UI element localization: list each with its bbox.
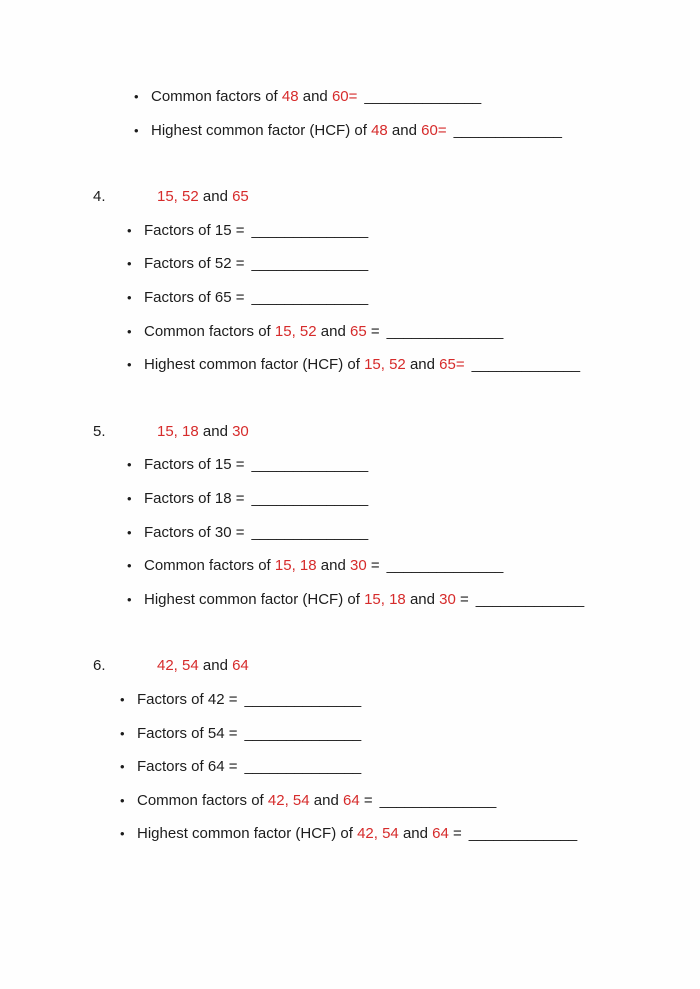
intro-bullets bbox=[134, 0, 700, 147]
section-number: 4. bbox=[93, 188, 106, 206]
heading-number: 15, 18 bbox=[157, 422, 199, 440]
bullet-icon: • bbox=[127, 222, 132, 238]
line-text: and bbox=[309, 791, 343, 809]
highlighted-number: 65 bbox=[439, 356, 456, 374]
highlighted-number: 64 bbox=[432, 825, 449, 843]
answer-blank[interactable]: _____________ bbox=[453, 121, 563, 139]
bullet-icon: • bbox=[120, 725, 125, 741]
answer-blank[interactable]: ______________ bbox=[386, 322, 504, 340]
line-text: Common factors of bbox=[144, 557, 275, 575]
highlighted-number: 15, 18 bbox=[364, 590, 406, 608]
bullet-icon: • bbox=[127, 323, 132, 339]
section-heading bbox=[93, 415, 700, 449]
line-text: = bbox=[448, 825, 462, 843]
worksheet-line bbox=[127, 214, 700, 248]
line-text: Highest common factor (HCF) of bbox=[137, 825, 358, 843]
answer-blank[interactable]: ______________ bbox=[244, 690, 362, 708]
line-text: = bbox=[366, 322, 380, 340]
bullet-icon: • bbox=[127, 591, 132, 607]
worksheet-line bbox=[127, 583, 700, 617]
line-text: Factors of 64 = bbox=[137, 758, 238, 776]
worksheet-line bbox=[120, 717, 700, 751]
bullet-icon: • bbox=[127, 457, 132, 473]
highlighted-number: = bbox=[455, 356, 465, 374]
highlighted-number: 64 bbox=[342, 791, 360, 809]
line-text: Highest common factor (HCF) of bbox=[144, 590, 365, 608]
worksheet-line bbox=[127, 247, 700, 281]
answer-blank[interactable]: _____________ bbox=[471, 356, 581, 374]
highlighted-number: 15, 52 bbox=[364, 356, 406, 374]
question-section bbox=[93, 649, 700, 851]
worksheet-line bbox=[134, 80, 700, 114]
section-number: 5. bbox=[93, 422, 106, 440]
answer-blank[interactable]: _____________ bbox=[475, 590, 585, 608]
worksheet-line bbox=[127, 516, 700, 550]
sections bbox=[93, 180, 700, 851]
line-text: Highest common factor (HCF) of bbox=[151, 121, 372, 139]
line-text: and bbox=[405, 590, 440, 608]
bullet-icon: • bbox=[120, 691, 125, 707]
worksheet-line bbox=[120, 750, 700, 784]
section-bullets bbox=[120, 683, 700, 851]
highlighted-number: = bbox=[437, 121, 447, 139]
line-text: and bbox=[387, 121, 422, 139]
bullet-icon: • bbox=[127, 490, 132, 506]
heading-number: 65 bbox=[232, 188, 249, 206]
worksheet-line bbox=[120, 817, 700, 851]
worksheet-line bbox=[127, 348, 700, 382]
highlighted-number: 15, 18 bbox=[274, 557, 317, 575]
worksheet-line bbox=[120, 784, 700, 818]
bullet-icon: • bbox=[134, 89, 139, 104]
answer-blank[interactable]: _____________ bbox=[468, 825, 578, 843]
line-text: and bbox=[398, 825, 433, 843]
line-text: Common factors of bbox=[137, 791, 268, 809]
line-text: = bbox=[366, 557, 380, 575]
highlighted-number: 30 bbox=[439, 590, 456, 608]
highlighted-number: 65 bbox=[349, 322, 367, 340]
answer-blank[interactable]: ______________ bbox=[244, 758, 362, 776]
heading-number: 64 bbox=[232, 657, 249, 675]
line-text: and bbox=[316, 557, 350, 575]
answer-blank[interactable]: ______________ bbox=[386, 557, 504, 575]
line-text: and bbox=[405, 356, 440, 374]
worksheet-line bbox=[127, 549, 700, 583]
bullet-icon: • bbox=[120, 759, 125, 775]
bullet-icon: • bbox=[134, 122, 139, 138]
line-text: Common factors of bbox=[151, 88, 282, 105]
heading-text: and bbox=[198, 657, 233, 675]
worksheet-line bbox=[120, 683, 700, 717]
answer-blank[interactable]: ______________ bbox=[251, 221, 369, 239]
line-text: Factors of 54 = bbox=[137, 724, 238, 742]
bullet-icon: • bbox=[127, 289, 132, 305]
section-bullets bbox=[127, 214, 700, 382]
line-text: Factors of 15 = bbox=[144, 456, 245, 474]
highlighted-number: 15, 52 bbox=[274, 322, 317, 340]
bullet-icon: • bbox=[127, 558, 132, 574]
highlighted-number: 42, 54 bbox=[357, 825, 399, 843]
question-section bbox=[93, 180, 700, 382]
answer-blank[interactable]: ______________ bbox=[251, 523, 369, 541]
line-text: Common factors of bbox=[144, 322, 275, 340]
answer-blank[interactable]: ______________ bbox=[251, 255, 369, 273]
highlighted-number: 30 bbox=[349, 557, 367, 575]
highlighted-number: 48 bbox=[371, 121, 388, 139]
highlighted-number: 60 bbox=[421, 121, 438, 139]
highlighted-number: = bbox=[348, 88, 358, 105]
line-text: = bbox=[359, 791, 373, 809]
worksheet-line bbox=[127, 448, 700, 482]
highlighted-number: 60 bbox=[331, 88, 349, 105]
worksheet-line bbox=[134, 114, 700, 148]
heading-number: 30 bbox=[232, 422, 249, 440]
answer-blank[interactable]: ______________ bbox=[251, 489, 369, 507]
line-text: Factors of 30 = bbox=[144, 523, 245, 541]
bullet-icon: • bbox=[127, 357, 132, 373]
question-section bbox=[93, 415, 700, 617]
answer-blank[interactable]: ______________ bbox=[251, 456, 369, 474]
answer-blank[interactable]: ______________ bbox=[244, 724, 362, 742]
bullet-icon: • bbox=[120, 826, 125, 842]
answer-blank[interactable]: ______________ bbox=[251, 288, 369, 306]
line-text: Factors of 15 = bbox=[144, 221, 245, 239]
heading-text: and bbox=[198, 188, 233, 206]
line-text: and bbox=[298, 88, 332, 105]
section-number: 6. bbox=[93, 657, 106, 675]
section-heading bbox=[93, 649, 700, 683]
answer-blank[interactable]: ______________ bbox=[379, 791, 497, 809]
section-bullets bbox=[127, 448, 700, 616]
highlighted-number: 42, 54 bbox=[267, 791, 310, 809]
worksheet-line bbox=[127, 315, 700, 349]
worksheet-line bbox=[127, 482, 700, 516]
worksheet-line bbox=[127, 281, 700, 315]
bullet-icon: • bbox=[120, 792, 125, 808]
highlighted-number: 48 bbox=[281, 88, 299, 105]
line-text: Factors of 65 = bbox=[144, 288, 245, 306]
heading-number: 15, 52 bbox=[157, 188, 199, 206]
line-text: Factors of 52 = bbox=[144, 255, 245, 273]
answer-blank[interactable]: ______________ bbox=[364, 88, 482, 105]
line-text: = bbox=[455, 590, 469, 608]
bullet-icon: • bbox=[127, 256, 132, 272]
line-text: Factors of 18 = bbox=[144, 489, 245, 507]
bullet-icon: • bbox=[127, 524, 132, 540]
line-text: Factors of 42 = bbox=[137, 690, 238, 708]
heading-number: 42, 54 bbox=[157, 657, 199, 675]
line-text: Highest common factor (HCF) of bbox=[144, 356, 365, 374]
section-heading bbox=[93, 180, 700, 214]
heading-text: and bbox=[198, 422, 233, 440]
line-text: and bbox=[316, 322, 350, 340]
